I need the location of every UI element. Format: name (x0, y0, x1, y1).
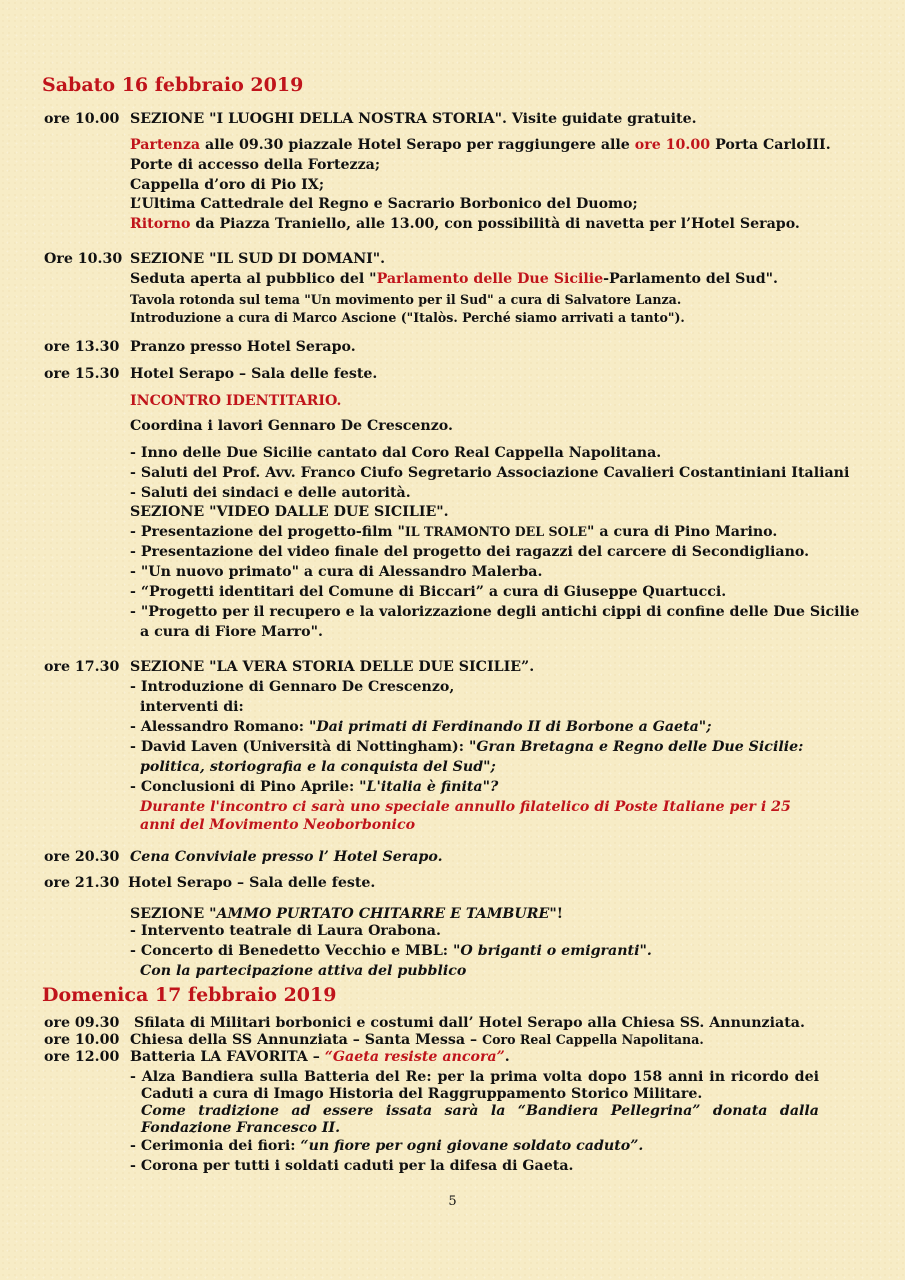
s2-title: SEZIONE "IL SUD DI DOMANI". (130, 251, 386, 267)
s2-line1-c: -Parlamento del Sud". (603, 271, 778, 287)
s5-line6-a: - Conclusioni di Pino Aprile: (130, 779, 360, 795)
s2-time: Ore 10.30 (44, 251, 123, 267)
s2-line1 (130, 270, 778, 288)
r1-text: Sfilata di Militari borbonici e costumi dall’ Hotel Serapo alla Chiesa SS. Annunziata. (134, 1015, 805, 1031)
s5-line1: - Introduzione di Gennaro De Crescenzo, (130, 679, 455, 695)
s1-partenza: Partenza (130, 137, 201, 153)
s5-line6-b: "L'italia è finita"? (359, 779, 499, 795)
day2-bullet-2 (130, 1137, 643, 1155)
day2-bullet-2-a: - Cerimonia dei fiori: (130, 1138, 301, 1154)
day2-fondazione: Fondazione Francesco II. (141, 1120, 341, 1136)
s1-time: ore 10.00 (44, 111, 120, 127)
s7-sezione (130, 905, 563, 923)
s4-video-1-film: IL TRAMONTO DEL SOLE (404, 524, 588, 539)
day2-bullet-2-b: “un fiore per ogni giovane soldato caduto”. (300, 1138, 644, 1154)
s5-line4 (130, 738, 803, 756)
s7-line3: Con la partecipazione attiva del pubblico (140, 963, 467, 979)
s7-sezione-c: ! (556, 906, 563, 922)
r1-time: ore 09.30 (44, 1015, 120, 1031)
s4-video-5: - "Progetto per il recupero e la valorizzazione degli antichi cippi di confine delle Due Sicilie (130, 604, 860, 620)
s4-item-1: - Inno delle Due Sicilie cantato dal Coro Real Cappella Napolitana. (130, 445, 662, 461)
s3-time: ore 13.30 (44, 339, 120, 355)
s1-ritorno: Ritorno (130, 216, 191, 232)
s2-line1-a: Seduta aperta al pubblico del " (130, 271, 377, 287)
r2-time: ore 10.00 (44, 1032, 120, 1048)
r3-text-main: Batteria LA FAVORITA – (130, 1049, 325, 1065)
s1-line1-end: Porta CarloIII. (710, 137, 831, 153)
s2-line3: Introduzione a cura di Marco Ascione ("Italòs. Perché siamo arrivati a tanto"). (130, 310, 685, 325)
s2-line2: Tavola rotonda sul tema "Un movimento per il Sud" a cura di Salvatore Lanza. (130, 292, 682, 307)
s4-video-title: SEZIONE "VIDEO DALLE DUE SICILIE". (130, 504, 449, 520)
day1-heading: Sabato 16 febbraio 2019 (42, 74, 304, 96)
s4-video-3: - "Un nuovo primato" a cura di Alessandro Malerba. (130, 564, 543, 580)
s5-line3-b: "Dai primati di Ferdinando II di Borbone a Gaeta"; (308, 719, 712, 735)
r2-text-main: Chiesa della SS Annunziata – Santa Messa – (130, 1032, 483, 1048)
s5-note1: Durante l'incontro ci sarà uno speciale annullo filatelico di Poste Italiane per i 25 (140, 799, 791, 815)
s4-title: Hotel Serapo – Sala delle feste. (130, 366, 378, 382)
day2-bullet-1: - Alza Bandiera sulla Batteria del Re: per la prima volta dopo 158 anni in ricordo dei (130, 1069, 819, 1085)
s6-text: Cena Conviviale presso l’ Hotel Serapo. (130, 849, 443, 865)
s1-line1 (130, 136, 831, 154)
day2-heading: Domenica 17 febbraio 2019 (42, 984, 337, 1006)
r2-text-coro: Coro Real Cappella Napolitana. (482, 1032, 704, 1047)
s5-line6 (130, 778, 498, 796)
s1-title: SEZIONE "I LUOGHI DELLA NOSTRA STORIA". Visite guidate gratuite. (130, 111, 697, 127)
s5-line4-b: "Gran Bretagna e Regno delle Due Sicilie: (468, 739, 804, 755)
s4-video-2: - Presentazione del video finale del progetto dei ragazzi del carcere di Secondigliano. (130, 544, 810, 560)
s3-text: Pranzo presso Hotel Serapo. (130, 339, 356, 355)
s1-line2: Porte di accesso della Fortezza; (130, 157, 381, 173)
s5-line3-a: - Alessandro Romano: (130, 719, 309, 735)
s4-time: ore 15.30 (44, 366, 120, 382)
s6-time: ore 20.30 (44, 849, 120, 865)
s1-line5-text: da Piazza Traniello, alle 13.00, con possibilità di navetta per l’Hotel Serapo. (190, 216, 800, 232)
s4-item-3: - Saluti dei sindaci e delle autorità. (130, 485, 411, 501)
r2-text (130, 1031, 704, 1049)
s5-time: ore 17.30 (44, 659, 120, 675)
s5-line2: interventi di: (140, 699, 244, 715)
s7-sezione-b: "AMMO PURTATO CHITARRE E TAMBURE" (209, 906, 557, 922)
s1-time-highlight: ore 10.00 (634, 137, 711, 153)
s5-line5: politica, storiografia e la conquista del Sud"; (140, 759, 496, 775)
s7-title: Hotel Serapo – Sala delle feste. (128, 875, 376, 891)
s7-line1: - Intervento teatrale di Laura Orabona. (130, 923, 441, 939)
s7-time: ore 21.30 (44, 875, 120, 891)
s4-item-2: - Saluti del Prof. Avv. Franco Ciufo Segretario Associazione Cavalieri Costantiniani Italiani (130, 465, 850, 481)
s7-line2-b: "O briganti o emigranti". (453, 943, 652, 959)
s4-video-4: - “Progetti identitari del Comune di Biccari” a cura di Giuseppe Quartucci. (130, 584, 727, 600)
s1-line3: Cappella d’oro di Pio IX; (130, 177, 325, 193)
s2-parlamento: Parlamento delle Due Sicilie (376, 271, 604, 287)
s7-sezione-a: SEZIONE (130, 906, 210, 922)
r3-end: . (504, 1049, 510, 1065)
s1-line1-text: alle 09.30 piazzale Hotel Serapo per raggiungere alle (200, 137, 635, 153)
s5-line3 (130, 718, 711, 736)
day2-tradizione: Come tradizione ad essere issata sarà la “Bandiera Pellegrina” donata dalla (141, 1103, 819, 1119)
s7-line2 (130, 942, 652, 960)
s4-incontro: INCONTRO IDENTITARIO. (130, 393, 342, 409)
s7-line2-a: - Concerto di Benedetto Vecchio e MBL: (130, 943, 453, 959)
s4-coordina: Coordina i lavori Gennaro De Crescenzo. (130, 418, 453, 434)
s4-video-1 (130, 523, 777, 541)
r3-motto: “Gaeta resiste ancora” (324, 1049, 505, 1065)
s4-video-5b: a cura di Fiore Marro". (140, 624, 323, 640)
s1-line4: L’Ultima Cattedrale del Regno e Sacrario Borbonico del Duomo; (130, 196, 638, 212)
s4-video-1-a: - Presentazione del progetto-film " (130, 524, 405, 540)
s5-note2: anni del Movimento Neoborbonico (140, 817, 416, 833)
page-number: 5 (448, 1194, 457, 1209)
r3-text (130, 1048, 510, 1066)
day2-bullet-3: - Corona per tutti i soldati caduti per la difesa di Gaeta. (130, 1158, 574, 1174)
r3-time: ore 12.00 (44, 1049, 120, 1065)
s5-title: SEZIONE "LA VERA STORIA DELLE DUE SICILIE”. (130, 659, 535, 675)
day2-bullet-1-cont: Caduti a cura di Imago Historia del Raggruppamento Storico Militare. (141, 1086, 703, 1102)
s5-line4-a: - David Laven (Università di Nottingham): (130, 739, 469, 755)
s4-video-1-c: " a cura di Pino Marino. (587, 524, 778, 540)
s1-line5 (130, 215, 800, 233)
